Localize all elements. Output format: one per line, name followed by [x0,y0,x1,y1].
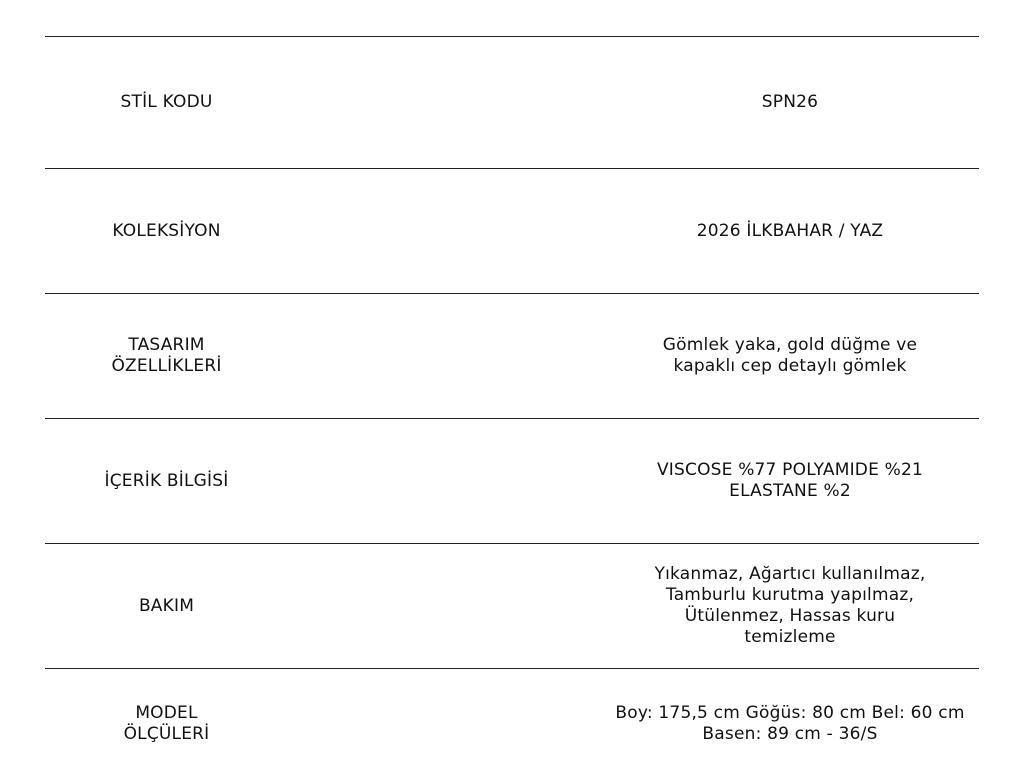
spec-label [45,169,288,293]
spec-value [600,669,980,779]
spec-value-text: VISCOSE %77 POLYAMIDE %21 ELASTANE %2 [656,460,924,501]
spec-value [600,37,980,168]
spec-value-text: 2026 İLKBAHAR / YAZ [696,220,884,241]
spec-value-text: Yıkanmaz, Ağartıcı kullanılmaz, Tamburlu kurutma yapılmaz, Ütülenmez, Hassas kuru temizleme [654,564,926,647]
spec-label [45,37,288,168]
spec-row-collection [45,168,979,293]
product-spec-table [45,36,979,779]
spec-label [45,544,288,668]
spec-label [45,669,288,779]
spec-value [600,294,980,418]
spec-value [600,544,980,668]
spec-row-care [45,543,979,668]
spec-label-text: MODEL ÖLÇÜLERİ [123,703,210,744]
spec-label-text: İÇERİK BİLGİSİ [104,470,229,491]
spec-row-model-measurements [45,668,979,779]
spec-label-text: KOLEKSİYON [112,220,221,241]
spec-row-design-features [45,293,979,418]
spec-label [45,294,288,418]
spec-label-text: STİL KODU [120,92,213,112]
spec-row-composition [45,418,979,543]
spec-label-text: TASARIM ÖZELLİKLERİ [111,335,222,376]
spec-value-text: Gömlek yaka, gold düğme ve kapaklı cep detaylı gömlek [662,335,918,376]
spec-value [600,169,980,293]
spec-row-style-code [45,36,979,168]
spec-label-text: BAKIM [138,595,195,616]
spec-value-text: SPN26 [761,92,819,112]
spec-value [600,419,980,543]
spec-value-text: Boy: 175,5 cm Göğüs: 80 cm Bel: 60 cm Basen: 89 cm - 36/S [615,703,965,744]
spec-label [45,419,288,543]
